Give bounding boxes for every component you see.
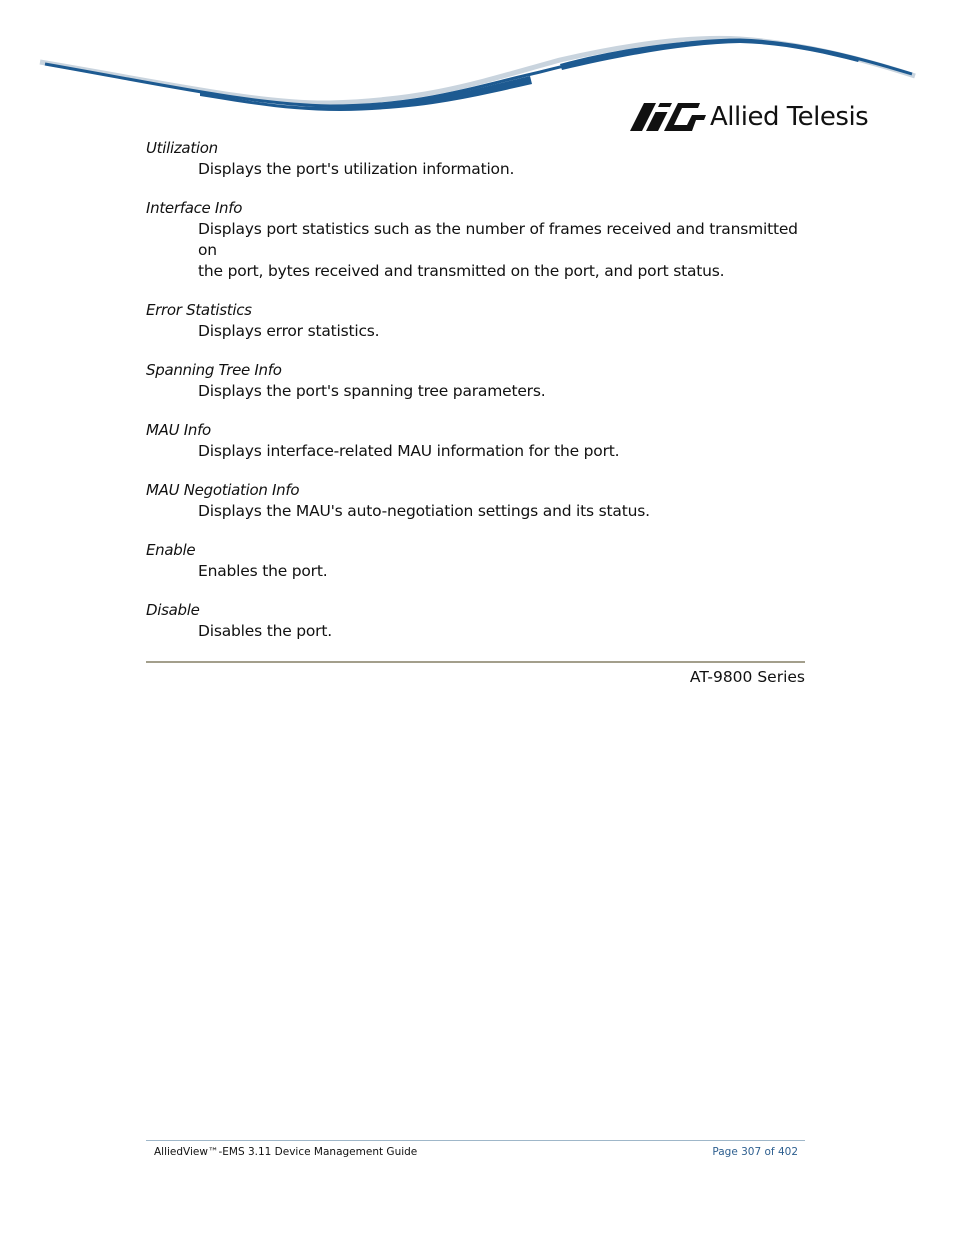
definition-line: Disables the port.	[198, 622, 332, 640]
logo-wordmark: Allied Telesis	[710, 102, 869, 132]
term: MAU Negotiation Info	[146, 481, 300, 499]
definition	[146, 441, 806, 462]
definition-line: Displays port statistics such as the number of frames received and transmitted on	[198, 220, 798, 259]
definition-line: Displays the port's utilization information.	[198, 160, 515, 178]
term: Error Statistics	[146, 301, 252, 319]
term: Disable	[146, 601, 200, 619]
definition	[146, 561, 806, 582]
definition-line: Displays error statistics.	[198, 322, 380, 340]
definition	[146, 219, 806, 282]
term: Interface Info	[146, 199, 243, 217]
definition-line: Displays the port's spanning tree parameters.	[198, 382, 546, 400]
swoosh-main	[45, 40, 912, 106]
entry-utilization	[146, 138, 806, 180]
definition	[146, 381, 806, 402]
brand-logo	[630, 100, 868, 134]
section-divider	[146, 661, 805, 663]
swoosh-thick-right	[560, 39, 860, 70]
entry-error-statistics	[146, 300, 806, 342]
definition	[146, 159, 806, 180]
allied-telesis-logo-icon	[630, 103, 706, 131]
term: Enable	[146, 541, 196, 559]
definition	[146, 621, 806, 642]
definition-line: Displays interface-related MAU information for the port.	[198, 442, 620, 460]
entry-spanning-tree-info	[146, 360, 806, 402]
footer-guide-title: AlliedView™-EMS 3.11 Device Management Guide	[154, 1146, 418, 1158]
definition	[146, 321, 806, 342]
definition-line: Enables the port.	[198, 562, 328, 580]
footer-page-number: Page 307 of 402	[712, 1146, 798, 1158]
footer-divider	[146, 1140, 805, 1141]
series-label: AT-9800 Series	[689, 668, 805, 686]
definition-line: Displays the MAU's auto-negotiation settings and its status.	[198, 502, 650, 520]
entry-mau-info	[146, 420, 806, 462]
entry-enable	[146, 540, 806, 582]
entry-disable	[146, 600, 806, 642]
definition-list	[146, 138, 806, 660]
term: Utilization	[146, 139, 218, 157]
term: MAU Info	[146, 421, 211, 439]
definition	[146, 501, 806, 522]
entry-mau-negotiation-info	[146, 480, 806, 522]
entry-interface-info	[146, 198, 806, 282]
term: Spanning Tree Info	[146, 361, 282, 379]
definition-line: the port, bytes received and transmitted on the port, and port status.	[198, 262, 725, 280]
